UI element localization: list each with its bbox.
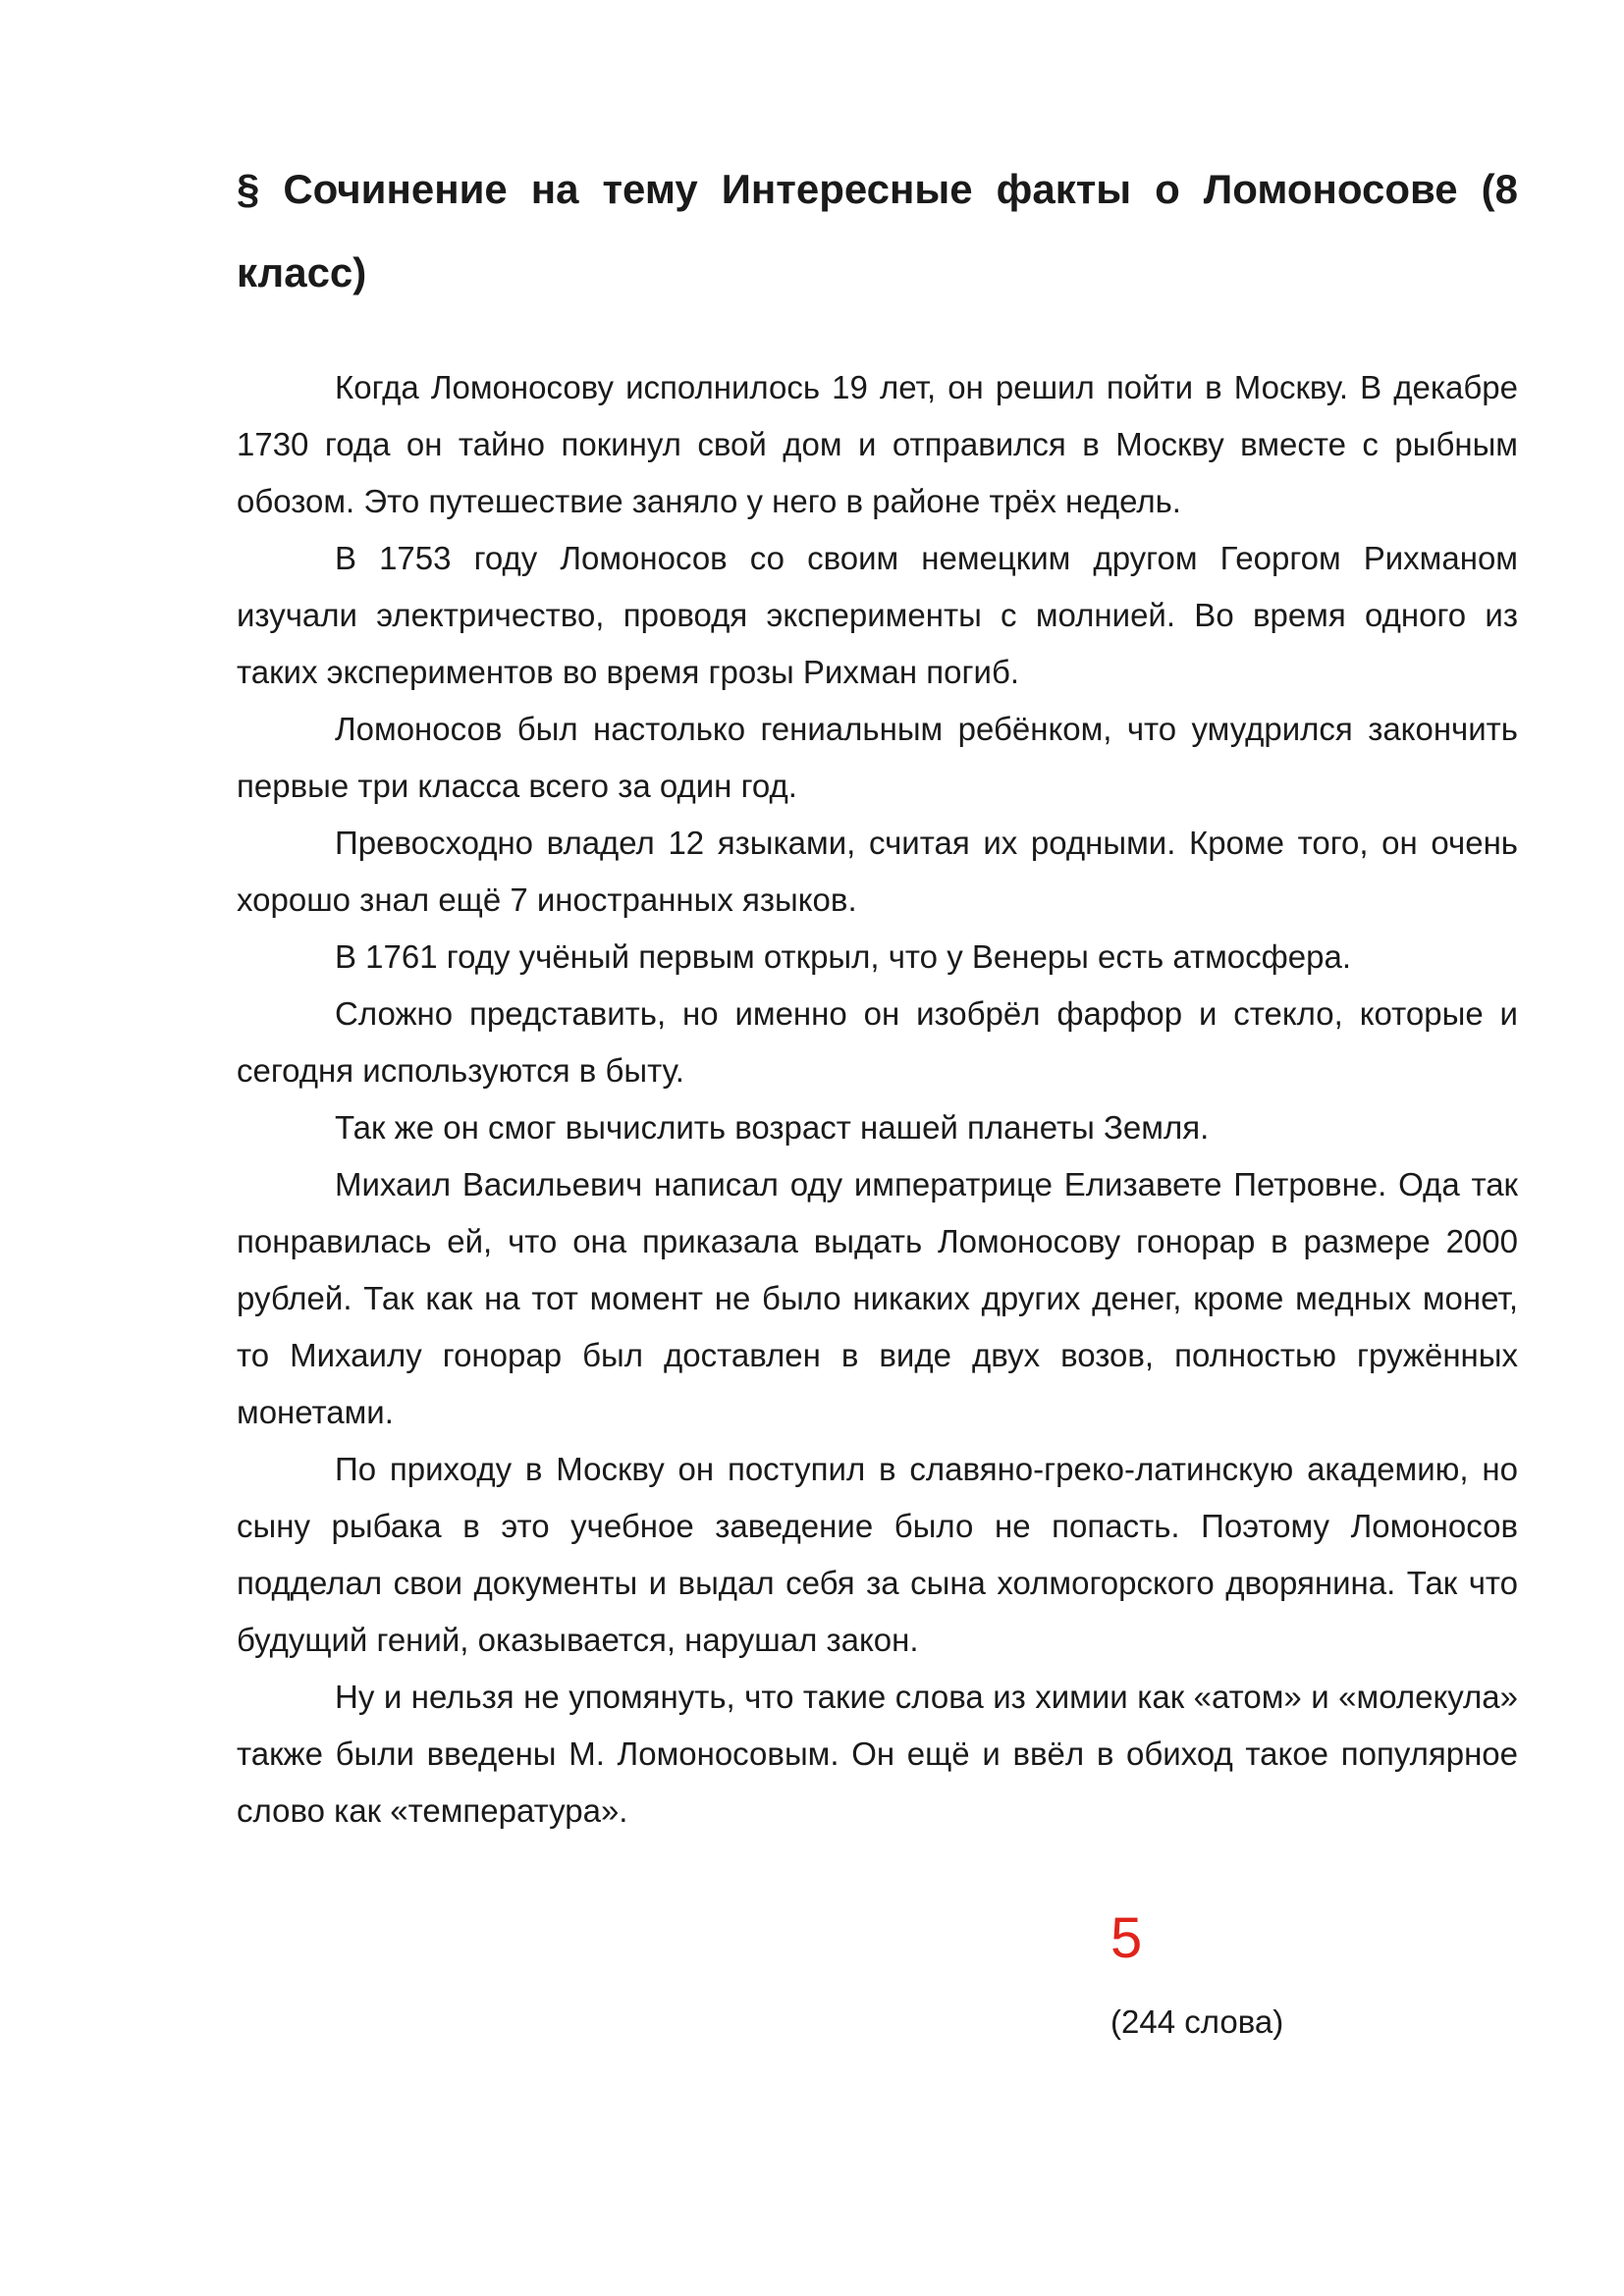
paragraph: Ломоносов был настолько гениальным ребёнком, что умудрился закончить первые три класса всего за один год.: [237, 711, 1518, 804]
grade-mark: 5: [1110, 1906, 1143, 1970]
essay-title: § Сочинение на тему Интересные факты о Ломоносове (8 класс): [237, 166, 1518, 295]
paragraph: Когда Ломоносову исполнилось 19 лет, он решил пойти в Москву. В декабре 1730 года он тайно покинул свой дом и отправился в Москву вместе с рыбным обозом. Это путешествие заняло у него в районе трёх недель.: [237, 369, 1518, 519]
paragraph: По приходу в Москву он поступил в славяно-греко-латинскую академию, но сыну рыбака в это учебное заведение было не попасть. Поэтому Ломоносов подделал свои документы и выдал себя за сына холмогорского дворянина. Так что будущий гений, оказывается, нарушал закон.: [237, 1451, 1518, 1658]
word-count: (244 слова): [1110, 2003, 1284, 2040]
paragraph: Так же он смог вычислить возраст нашей планеты Земля.: [335, 1109, 1210, 1146]
essay-body: [237, 359, 1518, 1840]
paragraph: В 1761 году учёный первым открыл, что у Венеры есть атмосфера.: [335, 938, 1352, 975]
paragraph: Ну и нельзя не упомянуть, что такие слова из химии как «атом» и «молекула» также были введены М. Ломоносовым. Он ещё и ввёл в обиход такое популярное слово как «температура».: [237, 1679, 1518, 1829]
paragraph: Сложно представить, но именно он изобрёл фарфор и стекло, которые и сегодня используются в быту.: [237, 995, 1518, 1089]
paragraph: В 1753 году Ломоносов со своим немецким другом Георгом Рихманом изучали электричество, проводя эксперименты с молнией. Во время одного из таких экспериментов во время грозы Рихман погиб.: [237, 540, 1518, 690]
paragraph: Превосходно владел 12 языками, считая их родными. Кроме того, он очень хорошо знал ещё 7 иностранных языков.: [237, 825, 1518, 918]
paragraph: Михаил Васильевич написал оду императрице Елизавете Петровне. Ода так понравилась ей, что она приказала выдать Ломоносову гонорар в размере 2000 рублей. Так как на тот момент не было никаких других денег, кроме медных монет, то Михаилу гонорар был доставлен в виде двух возов, полностью гружённых монетами.: [237, 1166, 1518, 1430]
